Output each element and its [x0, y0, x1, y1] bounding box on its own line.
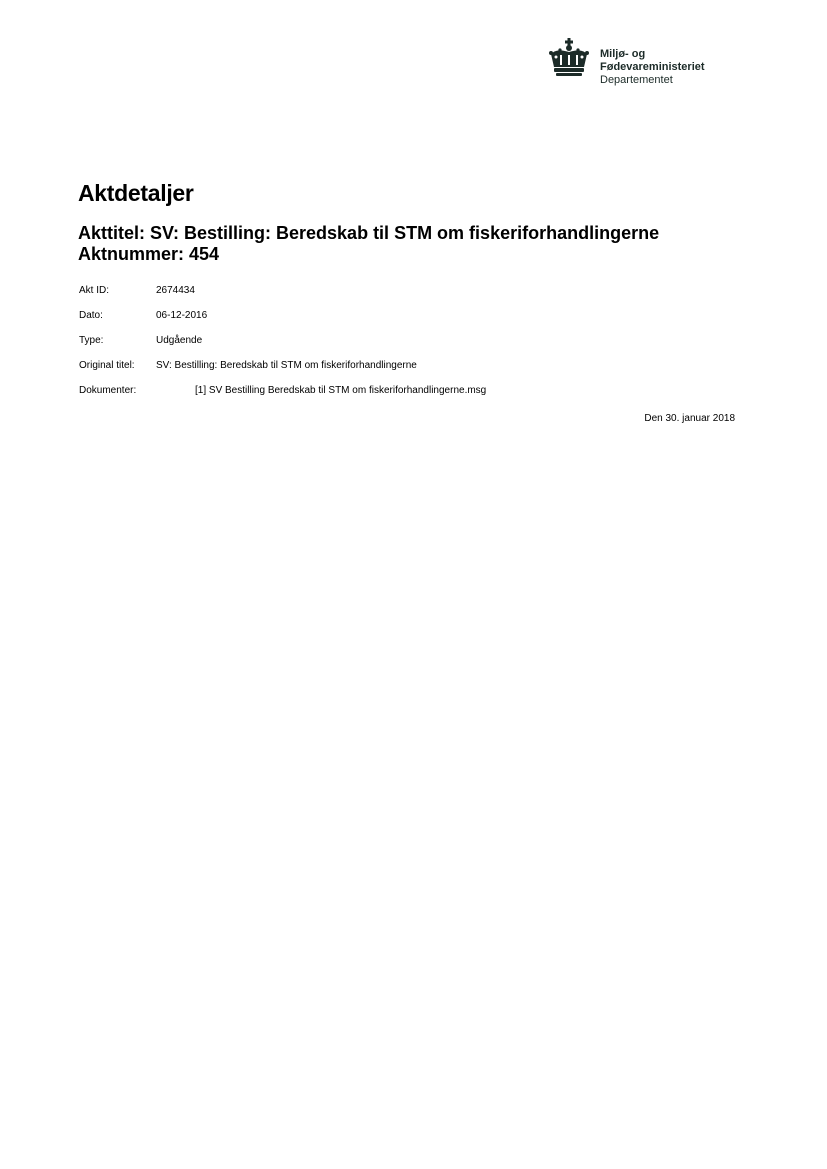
document-subtitle — [78, 223, 659, 265]
akttitel: Akttitel: SV: Bestilling: Beredskab til STM om fiskeriforhandlingerne — [78, 223, 660, 243]
field-label: Original titel: — [79, 360, 135, 371]
logo-text — [600, 48, 705, 87]
document-date: Den 30. januar 2018 — [644, 413, 735, 424]
logo-line-1: Miljø- og — [600, 48, 646, 60]
field-value: Udgående — [156, 335, 203, 346]
logo-line-3: Departementet — [600, 74, 673, 86]
page-title: Aktdetaljer — [78, 180, 194, 206]
document-link[interactable]: [1] SV Bestilling Beredskab til STM om fiskeriforhandlingerne.msg — [195, 385, 487, 396]
field-value: SV: Bestilling: Beredskab til STM om fiskeriforhandlingerne — [156, 360, 417, 371]
field-value: 2674434 — [156, 285, 195, 296]
field-label: Akt ID: — [79, 285, 110, 296]
field-label: Type: — [79, 335, 104, 346]
logo-line-2: Fødevareministeriet — [600, 61, 705, 73]
ministry-logo — [548, 38, 738, 94]
aktnummer: Aktnummer: 454 — [78, 244, 220, 264]
field-value: 06-12-2016 — [156, 310, 208, 321]
field-label: Dokumenter: — [79, 385, 137, 396]
crown-icon — [548, 38, 590, 78]
field-label: Dato: — [79, 310, 103, 321]
